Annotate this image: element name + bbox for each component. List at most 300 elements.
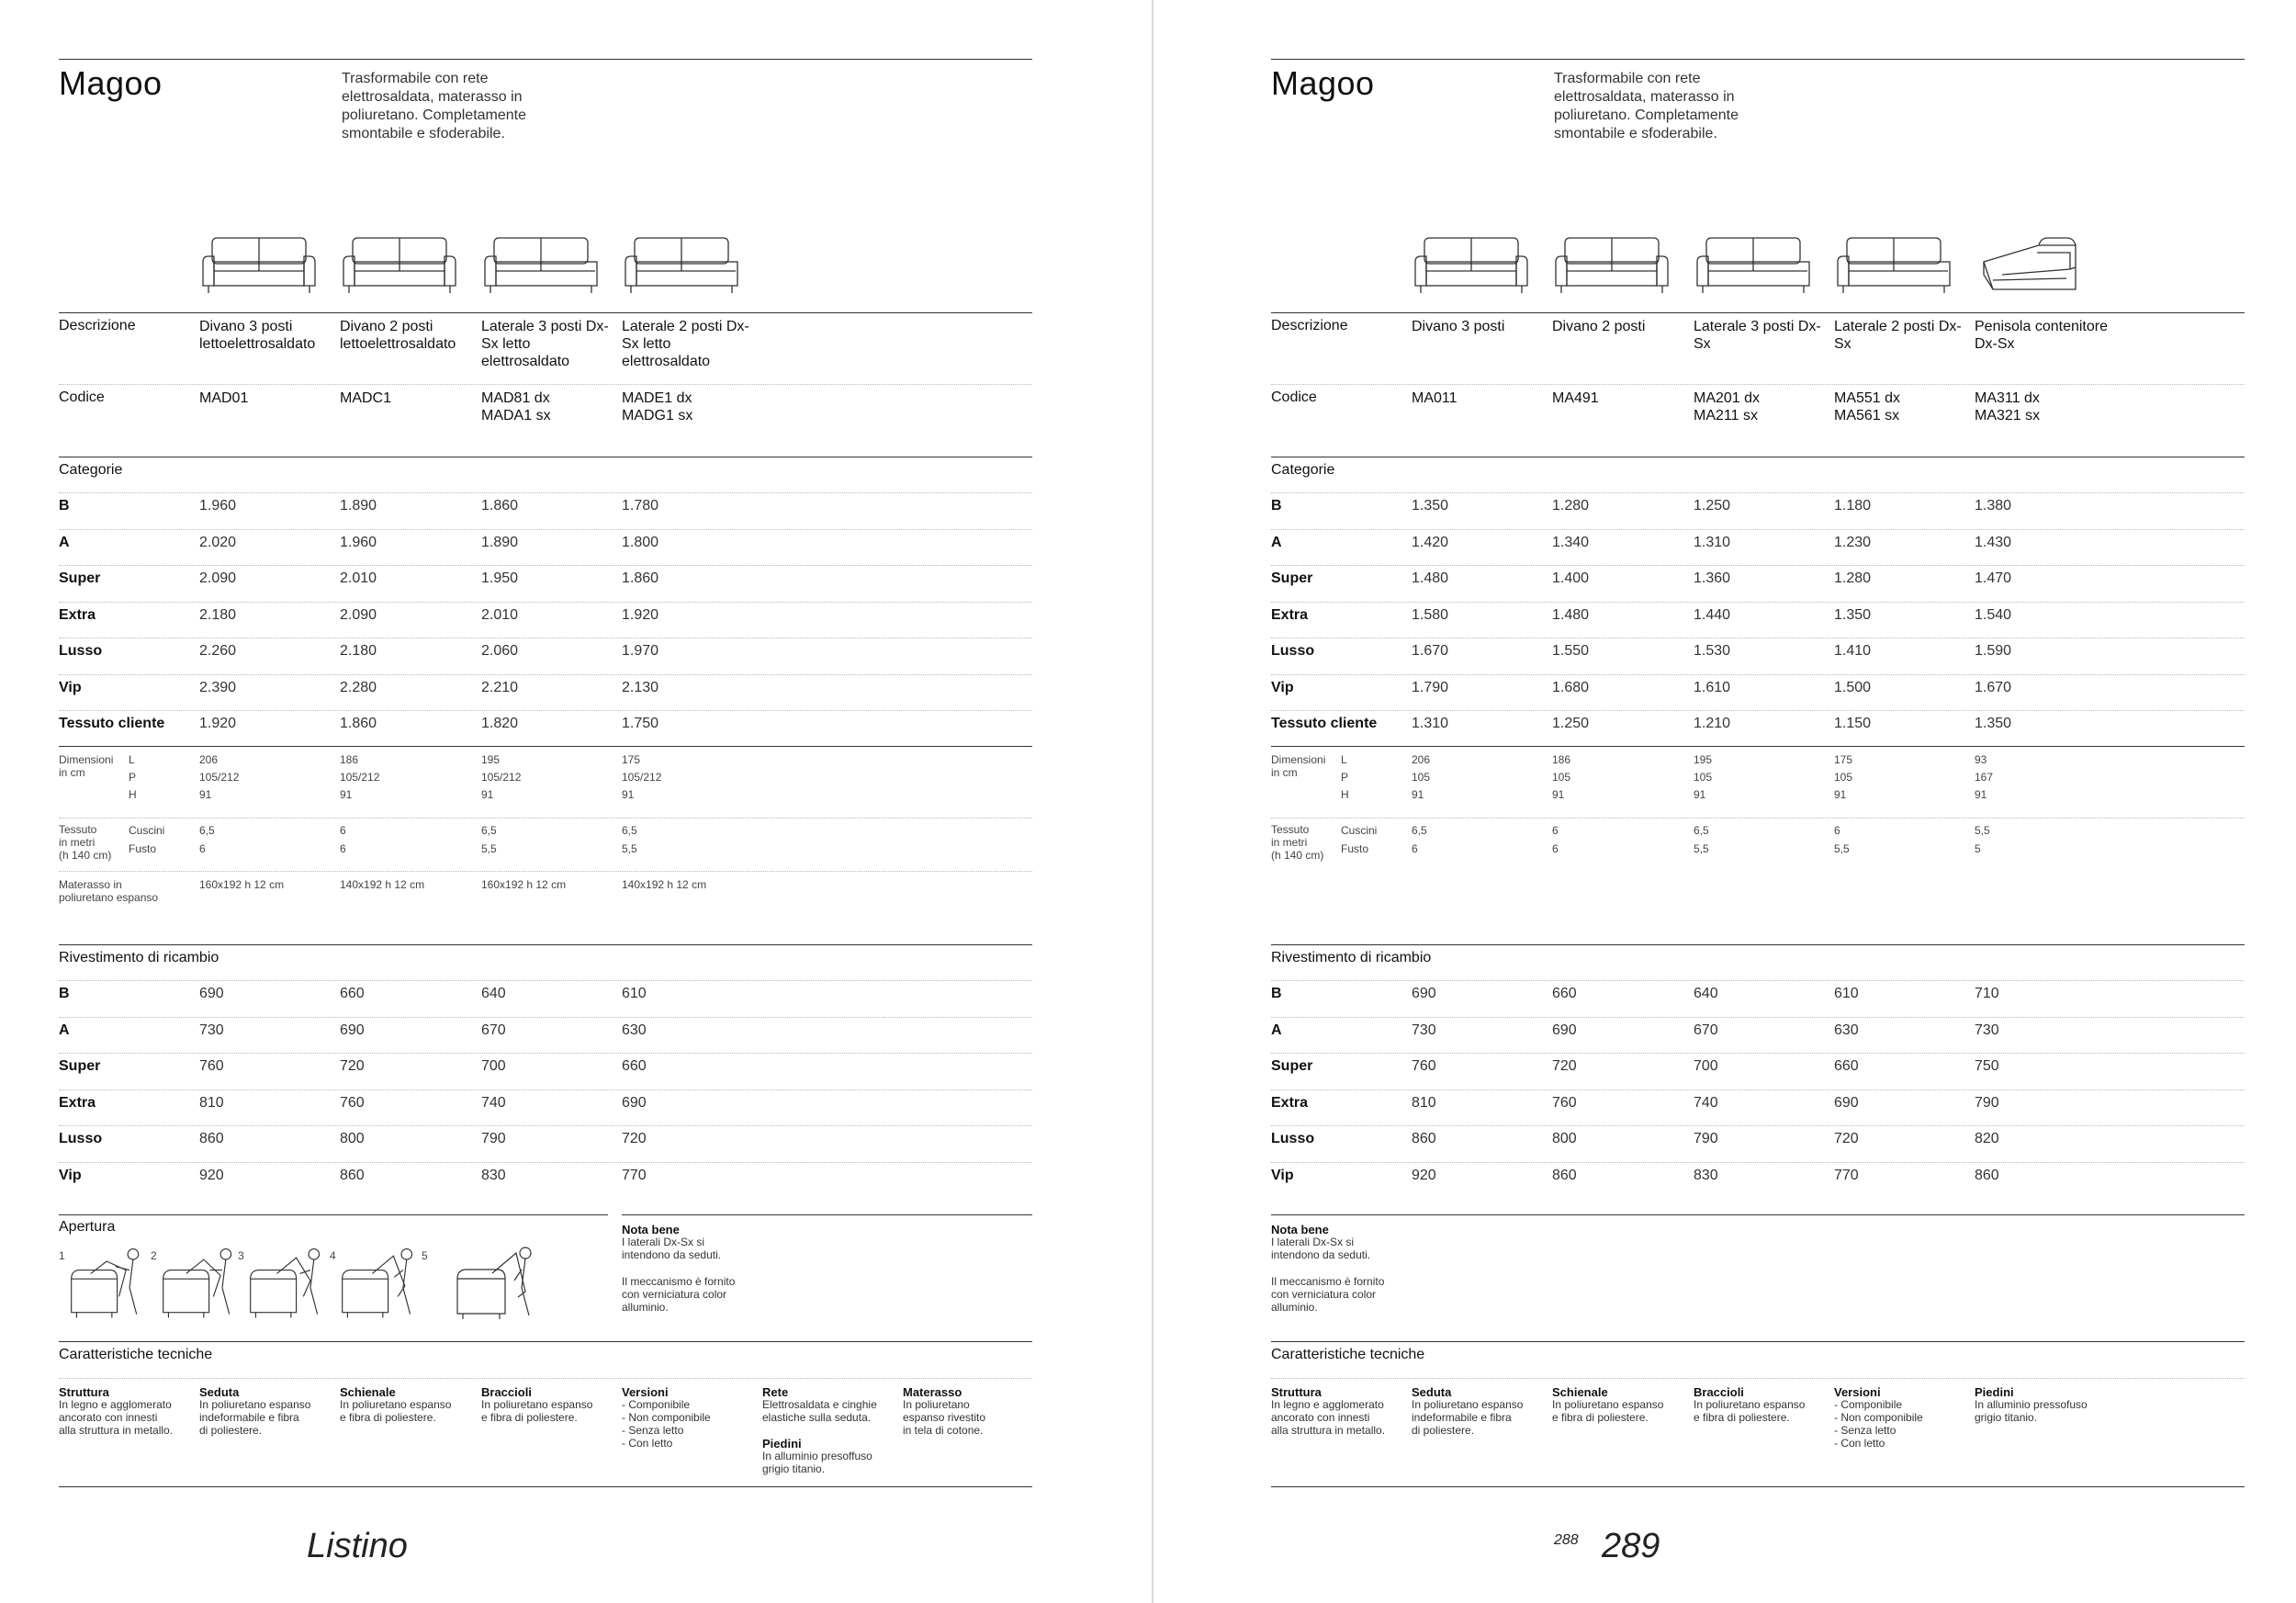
category-name: Lusso xyxy=(59,643,103,659)
spare-category-name: A xyxy=(1271,1022,1282,1038)
spare-price-cell: 690 xyxy=(1834,1094,1859,1111)
tech-heading: Schienale xyxy=(340,1385,396,1399)
price-cell: 1.310 xyxy=(1694,534,1731,550)
tech-body: In poliuretano espanso indeformabile e fibra di poliestere. xyxy=(1412,1398,1524,1437)
price-cell: 1.800 xyxy=(622,534,659,550)
tech-heading: Struttura xyxy=(59,1385,109,1399)
spare-price-cell: 830 xyxy=(1694,1167,1718,1183)
tech-heading: Piedini xyxy=(762,1437,802,1451)
spare-price-cell: 630 xyxy=(1834,1022,1859,1038)
section-rule xyxy=(59,944,1032,945)
fabric-key: Fusto xyxy=(129,842,157,855)
fabric-value: 6 xyxy=(1552,842,1559,855)
mattress-label: Materasso in poliuretano espanso xyxy=(59,878,159,904)
price-cell: 1.610 xyxy=(1694,679,1731,695)
fabric-value: 6 xyxy=(1834,824,1840,837)
section-rule xyxy=(1271,312,2245,313)
price-cell: 1.500 xyxy=(1834,679,1872,695)
category-name: Super xyxy=(59,570,101,586)
dimension-value: 175 xyxy=(1834,753,1853,766)
spare-price-cell: 760 xyxy=(1552,1094,1577,1111)
row-divider xyxy=(1271,1125,2245,1126)
spare-category-name: B xyxy=(59,986,70,1001)
spare-price-cell: 770 xyxy=(1834,1167,1859,1183)
opening-label: Apertura xyxy=(59,1219,116,1235)
spare-price-cell: 740 xyxy=(481,1094,506,1111)
dimension-value: 105 xyxy=(1694,771,1713,784)
sofa-illustration xyxy=(199,234,319,299)
spare-price-cell: 700 xyxy=(1694,1058,1718,1074)
price-cell: 2.090 xyxy=(340,606,377,623)
price-cell: 1.580 xyxy=(1412,606,1449,623)
spare-price-cell: 640 xyxy=(481,986,506,1001)
column-description: Divano 2 posti xyxy=(1552,319,1646,334)
category-name: Extra xyxy=(1271,606,1309,623)
column-description: Penisola contenitore Dx-Sx xyxy=(1975,319,2108,352)
note-text-2: Il meccanismo è fornito con verniciatura color alluminio. xyxy=(622,1275,736,1314)
price-cell: 1.670 xyxy=(1412,643,1449,659)
spare-price-cell: 790 xyxy=(481,1131,506,1146)
fabric-value: 5,5 xyxy=(481,842,497,855)
price-cell: 1.480 xyxy=(1412,570,1449,586)
price-cell: 2.390 xyxy=(199,679,237,695)
spare-price-cell: 720 xyxy=(1552,1058,1577,1074)
row-divider xyxy=(59,674,1032,675)
spare-price-cell: 860 xyxy=(1412,1131,1436,1146)
technical-label: Caratteristiche tecniche xyxy=(1271,1347,1425,1362)
price-cell: 1.540 xyxy=(1975,606,2012,623)
tech-body: In legno e agglomerato ancorato con innesti alla struttura in metallo. xyxy=(59,1398,174,1437)
spare-price-cell: 730 xyxy=(1412,1022,1436,1038)
price-cell: 1.680 xyxy=(1552,679,1590,695)
spare-price-cell: 730 xyxy=(1975,1022,1999,1038)
row-divider xyxy=(59,492,1032,493)
sofa-illustration xyxy=(1552,234,1671,299)
spare-category-name: Super xyxy=(1271,1058,1313,1074)
sofa-illustration xyxy=(1412,234,1531,299)
spare-price-cell: 730 xyxy=(199,1022,224,1038)
spare-price-cell: 750 xyxy=(1975,1058,1999,1074)
dimension-value: 91 xyxy=(481,788,494,801)
dimension-key: L xyxy=(1341,753,1347,766)
row-divider xyxy=(59,1089,1032,1090)
description-label: Descrizione xyxy=(59,318,136,333)
dimension-key: P xyxy=(129,771,137,784)
fabric-value: 6 xyxy=(340,842,346,855)
dimension-value: 206 xyxy=(1412,753,1431,766)
tech-heading: Piedini xyxy=(1975,1385,2014,1399)
price-cell: 1.180 xyxy=(1834,498,1872,514)
spare-price-cell: 770 xyxy=(622,1167,647,1183)
category-name: A xyxy=(59,534,70,550)
dimension-value: 91 xyxy=(622,788,635,801)
section-rule xyxy=(59,746,1032,747)
row-divider xyxy=(1271,980,2245,981)
price-cell: 1.890 xyxy=(340,498,377,514)
spare-price-cell: 740 xyxy=(1694,1094,1718,1111)
dimension-value: 91 xyxy=(1412,788,1424,801)
section-rule xyxy=(1271,59,2245,60)
price-cell: 1.530 xyxy=(1694,643,1731,659)
dimension-key: L xyxy=(129,753,135,766)
note-title: Nota bene xyxy=(1271,1223,1329,1236)
page-spine xyxy=(1152,0,1154,1603)
dimension-value: 186 xyxy=(340,753,359,766)
price-cell: 1.920 xyxy=(199,716,237,731)
dimension-value: 91 xyxy=(1694,788,1706,801)
section-rule xyxy=(1271,1214,2245,1215)
category-name: Vip xyxy=(59,679,82,695)
fabric-key: Cuscini xyxy=(1341,824,1378,837)
categories-label: Categorie xyxy=(59,462,123,478)
spare-category-name: Extra xyxy=(1271,1094,1309,1111)
row-divider xyxy=(59,529,1032,530)
fabric-label: Tessuto in metri (h 140 cm) xyxy=(59,823,112,862)
opening-step-illustration xyxy=(243,1242,332,1329)
row-divider xyxy=(1271,529,2245,530)
price-cell: 1.590 xyxy=(1975,643,2012,659)
opening-step-number: 4 xyxy=(330,1249,336,1262)
price-cell: 1.890 xyxy=(481,534,519,550)
price-cell: 2.260 xyxy=(199,643,237,659)
fabric-value: 6,5 xyxy=(1412,824,1427,837)
price-cell: 1.420 xyxy=(1412,534,1449,550)
price-cell: 1.350 xyxy=(1834,606,1872,623)
price-cell: 1.470 xyxy=(1975,570,2012,586)
column-code: MAD81 dx MADA1 sx xyxy=(481,390,551,423)
column-description: Laterale 2 posti Dx-Sx xyxy=(1834,319,1962,352)
dimension-value: 186 xyxy=(1552,753,1571,766)
dimension-key: H xyxy=(129,788,137,801)
category-name: A xyxy=(1271,534,1282,550)
spare-price-cell: 860 xyxy=(199,1131,224,1146)
price-cell: 1.280 xyxy=(1552,498,1590,514)
fabric-key: Fusto xyxy=(1341,842,1369,855)
mattress-value: 160x192 h 12 cm xyxy=(199,878,285,891)
spare-price-cell: 760 xyxy=(1412,1058,1436,1074)
price-cell: 1.670 xyxy=(1975,679,2012,695)
spare-price-cell: 690 xyxy=(1552,1022,1577,1038)
price-cell: 1.440 xyxy=(1694,606,1731,623)
price-cell: 2.210 xyxy=(481,679,519,695)
price-cell: 1.150 xyxy=(1834,716,1872,731)
column-code: MADC1 xyxy=(340,390,392,406)
row-divider xyxy=(59,602,1032,603)
row-divider xyxy=(1271,1162,2245,1163)
fabric-value: 6 xyxy=(1412,842,1418,855)
fabric-value: 6 xyxy=(1552,824,1559,837)
row-divider xyxy=(1271,384,2245,385)
row-divider xyxy=(1271,1017,2245,1018)
price-cell: 1.400 xyxy=(1552,570,1590,586)
spare-cover-label: Rivestimento di ricambio xyxy=(59,950,219,965)
intro-text: Trasformabile con rete elettrosaldata, materasso in poliuretano. Completamente smontabile e sfoderabile. xyxy=(1554,71,1739,141)
spare-category-name: Vip xyxy=(59,1167,82,1183)
footer-page-number: 289 xyxy=(1602,1527,1660,1565)
price-cell: 1.780 xyxy=(622,498,659,514)
price-cell: 1.860 xyxy=(481,498,519,514)
price-cell: 1.960 xyxy=(199,498,237,514)
row-divider xyxy=(59,980,1032,981)
tech-heading: Schienale xyxy=(1552,1385,1608,1399)
spare-category-name: Lusso xyxy=(59,1131,103,1146)
price-cell: 1.380 xyxy=(1975,498,2012,514)
price-cell: 2.010 xyxy=(481,606,519,623)
column-description: Laterale 3 posti Dx-Sx xyxy=(1694,319,1821,352)
tech-heading: Versioni xyxy=(1834,1385,1881,1399)
spare-price-cell: 720 xyxy=(1834,1131,1859,1146)
tech-body: In poliuretano espanso indeformabile e fibra di poliestere. xyxy=(199,1398,311,1437)
tech-body: In poliuretano espanso e fibra di poliestere. xyxy=(1552,1398,1664,1424)
category-name: Vip xyxy=(1271,679,1294,695)
spare-price-cell: 660 xyxy=(1552,986,1577,1001)
spare-price-cell: 790 xyxy=(1975,1094,1999,1111)
price-cell: 2.010 xyxy=(340,570,377,586)
column-description: Laterale 2 posti Dx-Sx letto elettrosaldato xyxy=(622,319,749,369)
price-cell: 1.280 xyxy=(1834,570,1872,586)
opening-step-illustration xyxy=(335,1242,423,1329)
section-rule xyxy=(59,1214,608,1215)
category-name: B xyxy=(59,498,70,514)
dimensions-label: Dimensioni in cm xyxy=(1271,753,1326,779)
section-rule xyxy=(59,1486,1032,1487)
price-cell: 2.090 xyxy=(199,570,237,586)
row-divider xyxy=(59,710,1032,711)
price-cell: 1.250 xyxy=(1552,716,1590,731)
spare-price-cell: 610 xyxy=(1834,986,1859,1001)
price-cell: 1.310 xyxy=(1412,716,1449,731)
dimension-value: 105 xyxy=(1412,771,1431,784)
column-description: Laterale 3 posti Dx-Sx letto elettrosaldato xyxy=(481,319,609,369)
column-description: Divano 2 posti lettoelettrosaldato xyxy=(340,319,456,352)
category-name: Super xyxy=(1271,570,1313,586)
row-divider xyxy=(59,1017,1032,1018)
mattress-value: 140x192 h 12 cm xyxy=(340,878,425,891)
row-divider xyxy=(1271,602,2245,603)
spare-category-name: Super xyxy=(59,1058,101,1074)
section-rule xyxy=(59,312,1032,313)
price-cell: 2.130 xyxy=(622,679,659,695)
price-cell: 1.550 xyxy=(1552,643,1590,659)
price-cell: 1.350 xyxy=(1975,716,2012,731)
category-name: Tessuto cliente xyxy=(59,716,165,731)
sofa-illustration xyxy=(1834,234,1953,299)
dimension-value: 206 xyxy=(199,753,219,766)
tech-body: In poliuretano espanso e fibra di poliestere. xyxy=(481,1398,593,1424)
price-cell: 2.280 xyxy=(340,679,377,695)
price-cell: 1.340 xyxy=(1552,534,1590,550)
tech-body: - Componibile - Non componibile - Senza letto - Con letto xyxy=(1834,1398,1923,1450)
category-name: B xyxy=(1271,498,1282,514)
tech-heading: Materasso xyxy=(903,1385,962,1399)
note-text-2: Il meccanismo è fornito con verniciatura color alluminio. xyxy=(1271,1275,1385,1314)
spare-category-name: A xyxy=(59,1022,70,1038)
spare-price-cell: 690 xyxy=(199,986,224,1001)
spare-price-cell: 710 xyxy=(1975,986,1999,1001)
spare-price-cell: 690 xyxy=(622,1094,647,1111)
dimension-key: P xyxy=(1341,771,1349,784)
row-divider xyxy=(1271,710,2245,711)
spare-category-name: Vip xyxy=(1271,1167,1294,1183)
dimension-value: 195 xyxy=(1694,753,1713,766)
dimension-value: 105/212 xyxy=(622,771,662,784)
spare-price-cell: 760 xyxy=(340,1094,365,1111)
category-name: Extra xyxy=(59,606,96,623)
price-cell: 1.230 xyxy=(1834,534,1872,550)
column-code: MA201 dx MA211 sx xyxy=(1694,390,1761,423)
tech-heading: Versioni xyxy=(622,1385,669,1399)
price-cell: 2.060 xyxy=(481,643,519,659)
mattress-value: 140x192 h 12 cm xyxy=(622,878,707,891)
row-divider xyxy=(59,871,1032,872)
section-rule xyxy=(59,1341,1032,1342)
footer-page-left-number: 288 xyxy=(1554,1532,1579,1548)
spare-price-cell: 610 xyxy=(622,986,647,1001)
spare-price-cell: 720 xyxy=(622,1131,647,1146)
price-cell: 1.950 xyxy=(481,570,519,586)
section-rule xyxy=(1271,944,2245,945)
opening-step-number: 1 xyxy=(59,1249,65,1262)
price-list-page-left xyxy=(59,0,1032,1603)
sofa-illustration xyxy=(1694,234,1813,299)
tech-body: In poliuretano espanso e fibra di poliestere. xyxy=(1694,1398,1806,1424)
tech-heading: Braccioli xyxy=(1694,1385,1744,1399)
row-divider xyxy=(1271,1089,2245,1090)
spare-price-cell: 630 xyxy=(622,1022,647,1038)
tech-body: In legno e agglomerato ancorato con innesti alla struttura in metallo. xyxy=(1271,1398,1386,1437)
tech-heading: Rete xyxy=(762,1385,789,1399)
section-rule xyxy=(622,1214,1032,1215)
price-cell: 1.210 xyxy=(1694,716,1731,731)
sofa-illustration xyxy=(481,234,601,299)
fabric-value: 6 xyxy=(340,824,346,837)
dimension-value: 105/212 xyxy=(481,771,522,784)
opening-step-number: 3 xyxy=(238,1249,244,1262)
row-divider xyxy=(59,565,1032,566)
row-divider xyxy=(1271,1378,2245,1379)
spare-price-cell: 670 xyxy=(481,1022,506,1038)
fabric-value: 6,5 xyxy=(1694,824,1709,837)
price-cell: 1.960 xyxy=(340,534,377,550)
dimension-value: 93 xyxy=(1975,753,1987,766)
sofa-illustration xyxy=(340,234,459,299)
column-code: MAD01 xyxy=(199,390,249,406)
dimension-value: 105 xyxy=(1834,771,1853,784)
sofa-illustration xyxy=(622,234,741,299)
column-code: MA551 dx MA561 sx xyxy=(1834,390,1901,423)
column-code: MADE1 dx MADG1 sx xyxy=(622,390,693,423)
category-name: Lusso xyxy=(1271,643,1315,659)
row-divider xyxy=(1271,674,2245,675)
mattress-value: 160x192 h 12 cm xyxy=(481,878,567,891)
spare-category-name: Extra xyxy=(59,1094,96,1111)
fabric-key: Cuscini xyxy=(129,824,165,837)
price-cell: 1.360 xyxy=(1694,570,1731,586)
dimension-value: 91 xyxy=(1834,788,1847,801)
description-label: Descrizione xyxy=(1271,318,1348,333)
row-divider xyxy=(1271,565,2245,566)
price-cell: 1.750 xyxy=(622,716,659,731)
tech-body: In poliuretano espanso e fibra di poliestere. xyxy=(340,1398,452,1424)
fabric-value: 6,5 xyxy=(199,824,215,837)
price-cell: 1.790 xyxy=(1412,679,1449,695)
opening-step-number: 5 xyxy=(422,1249,428,1262)
dimension-key: H xyxy=(1341,788,1349,801)
dimensions-label: Dimensioni in cm xyxy=(59,753,114,779)
categories-label: Categorie xyxy=(1271,462,1335,478)
section-rule xyxy=(1271,746,2245,747)
tech-heading: Seduta xyxy=(199,1385,240,1399)
column-code: MA311 dx MA321 sx xyxy=(1975,390,2041,423)
intro-text: Trasformabile con rete elettrosaldata, materasso in poliuretano. Completamente smontabile e sfoderabile. xyxy=(342,71,527,141)
spare-price-cell: 820 xyxy=(1975,1131,1999,1146)
note-text: I laterali Dx-Sx si intendono da seduti. xyxy=(622,1236,722,1261)
fabric-value: 5,5 xyxy=(1975,824,1990,837)
price-cell: 1.410 xyxy=(1834,643,1872,659)
price-list-page-right xyxy=(1271,0,2245,1603)
row-divider xyxy=(59,1053,1032,1054)
fabric-value: 5,5 xyxy=(622,842,637,855)
row-divider xyxy=(59,1125,1032,1126)
spare-price-cell: 800 xyxy=(340,1131,365,1146)
spare-price-cell: 810 xyxy=(199,1094,224,1111)
price-cell: 2.180 xyxy=(340,643,377,659)
technical-label: Caratteristiche tecniche xyxy=(59,1347,213,1362)
spare-price-cell: 760 xyxy=(199,1058,224,1074)
fabric-value: 5,5 xyxy=(1834,842,1850,855)
opening-step-number: 2 xyxy=(151,1249,157,1262)
spare-category-name: B xyxy=(1271,986,1282,1001)
spare-price-cell: 690 xyxy=(340,1022,365,1038)
tech-body: In alluminio presoffuso grigio titanio. xyxy=(762,1450,872,1475)
category-name: Tessuto cliente xyxy=(1271,716,1378,731)
tech-body: In poliuretano espanso rivestito in tela di cotone. xyxy=(903,1398,986,1437)
tech-body: In alluminio pressofuso grigio titanio. xyxy=(1975,1398,2088,1424)
column-code: MA011 xyxy=(1412,390,1458,406)
price-cell: 1.480 xyxy=(1552,606,1590,623)
spare-price-cell: 660 xyxy=(340,986,365,1001)
opening-step-illustration xyxy=(64,1242,152,1329)
price-cell: 1.350 xyxy=(1412,498,1449,514)
spare-price-cell: 690 xyxy=(1412,986,1436,1001)
price-cell: 1.860 xyxy=(622,570,659,586)
section-rule xyxy=(1271,1341,2245,1342)
spare-price-cell: 640 xyxy=(1694,986,1718,1001)
spare-price-cell: 830 xyxy=(481,1167,506,1183)
dimension-value: 175 xyxy=(622,753,641,766)
dimension-value: 91 xyxy=(340,788,353,801)
row-divider xyxy=(59,1162,1032,1163)
row-divider xyxy=(1271,1053,2245,1054)
code-label: Codice xyxy=(59,389,105,405)
spare-price-cell: 920 xyxy=(1412,1167,1436,1183)
tech-heading: Braccioli xyxy=(481,1385,532,1399)
fabric-value: 6,5 xyxy=(622,824,637,837)
dimension-value: 105/212 xyxy=(199,771,240,784)
spare-category-name: Lusso xyxy=(1271,1131,1315,1146)
spare-price-cell: 670 xyxy=(1694,1022,1718,1038)
dimension-value: 105/212 xyxy=(340,771,380,784)
spare-price-cell: 720 xyxy=(340,1058,365,1074)
footer-listino: Listino xyxy=(307,1527,408,1565)
price-cell: 1.820 xyxy=(481,716,519,731)
note-text: I laterali Dx-Sx si intendono da seduti. xyxy=(1271,1236,1371,1261)
fabric-label: Tessuto in metri (h 140 cm) xyxy=(1271,823,1324,862)
spare-cover-label: Rivestimento di ricambio xyxy=(1271,950,1432,965)
price-cell: 1.430 xyxy=(1975,534,2012,550)
column-code: MA491 xyxy=(1552,390,1599,406)
row-divider xyxy=(1271,492,2245,493)
